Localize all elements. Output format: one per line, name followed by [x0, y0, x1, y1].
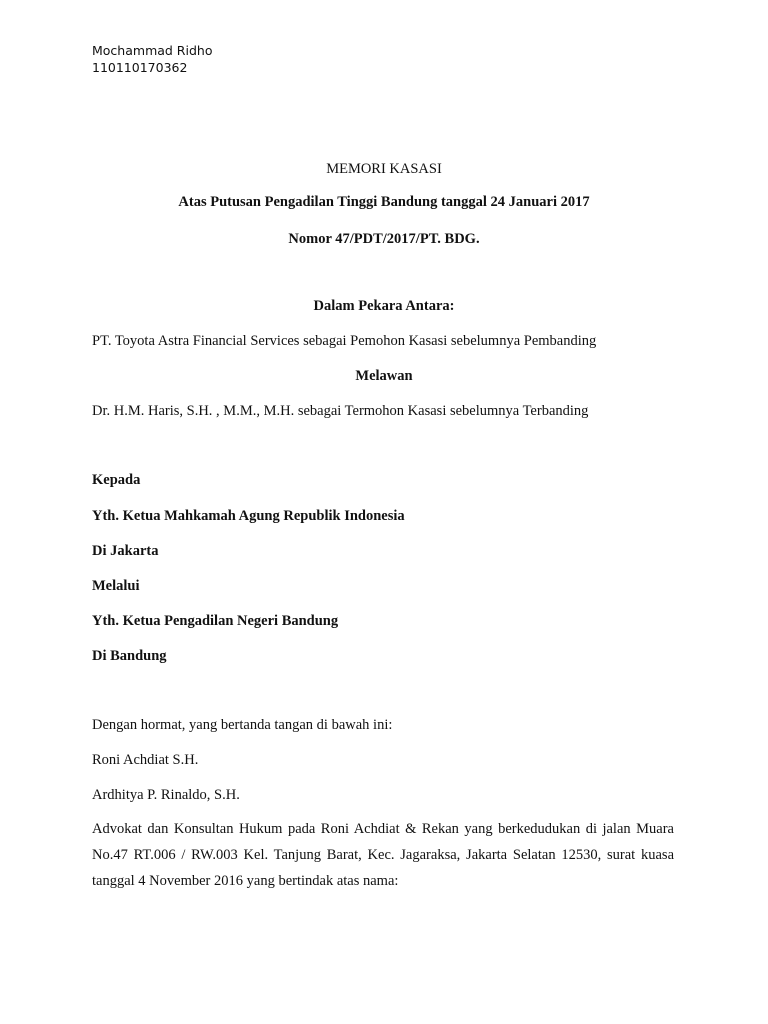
- signatory-1: Roni Achdiat S.H.: [92, 752, 199, 768]
- document-title: MEMORI KASASI: [326, 161, 442, 177]
- document-subtitle: Atas Putusan Pengadilan Tinggi Bandung tanggal 24 Januari 2017: [178, 194, 590, 210]
- advocate-description-paragraph: Advokat dan Konsultan Hukum pada Roni Achdiat & Rekan yang berkedudukan di jalan Muara No.47 RT.006 / RW.003 Kel. Tanjung Barat, Kec. Jagaraksa, Jakarta Selatan 12530, surat kuasa tanggal 4 November 2016 yang bertindak atas nama:: [92, 821, 674, 889]
- respondent-line: Dr. H.M. Haris, S.H. , M.M., M.H. sebagai Termohon Kasasi sebelumnya Terbanding: [92, 403, 589, 419]
- addressee-recipient-location: Di Jakarta: [92, 543, 159, 559]
- greeting-line: Dengan hormat, yang bertanda tangan di bawah ini:: [92, 717, 393, 733]
- versus-label: Melawan: [355, 368, 413, 384]
- addressee-intermediary: Yth. Ketua Pengadilan Negeri Bandung: [92, 613, 339, 629]
- addressee-recipient: Yth. Ketua Mahkamah Agung Republik Indonesia: [92, 508, 405, 524]
- addressee-to: Kepada: [92, 472, 141, 488]
- author-name: Mochammad Ridho: [92, 43, 213, 58]
- addressee-via: Melalui: [92, 578, 140, 594]
- signatory-2: Ardhitya P. Rinaldo, S.H.: [92, 787, 240, 803]
- applicant-line: PT. Toyota Astra Financial Services sebagai Pemohon Kasasi sebelumnya Pembanding: [92, 333, 597, 349]
- addressee-intermediary-location: Di Bandung: [92, 648, 167, 664]
- case-number: Nomor 47/PDT/2017/PT. BDG.: [288, 231, 480, 247]
- author-id: 110110170362: [92, 60, 188, 75]
- parties-heading: Dalam Pekara Antara:: [313, 298, 455, 314]
